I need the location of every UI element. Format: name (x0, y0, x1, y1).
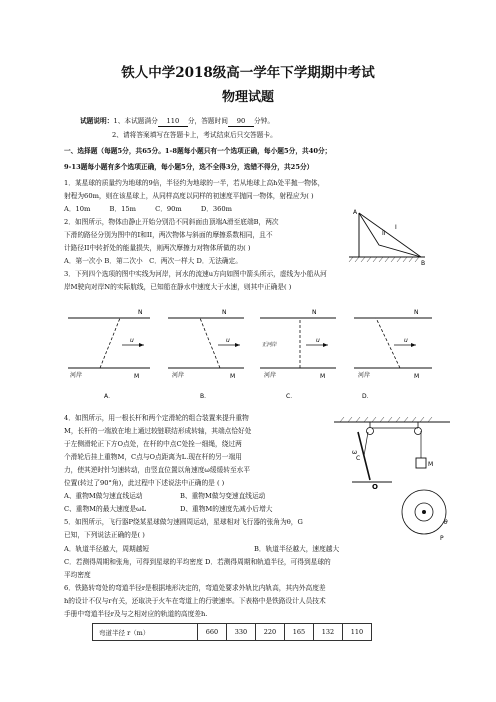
svg-text:O: O (372, 483, 378, 490)
q2-point-a: A (353, 209, 358, 216)
q4-line-5: 力，使其逆时针匀速转动，由竖直位置以角速度ω缓缓转至水平 (64, 466, 251, 474)
instructions-line-2: 2、请将答案填写在答题卡上，考试结束后只交答题卡。 (112, 131, 277, 139)
q3-river-figures (60, 298, 440, 410)
exam-subtitle: 物理试题 (221, 90, 274, 105)
full-score: 110 (158, 117, 188, 127)
instructions-line-1: 试题说明：1、本试题满分 110 分，答题时间 90 分钟。 (80, 117, 275, 125)
q4-line-6: 位置(转过了90°角)，此过程中下述说法中正确的是 ( ) (64, 479, 225, 487)
svg-text:u: u (316, 337, 320, 344)
q2-path-1: I (395, 224, 397, 231)
q5-line-2: 已知，下列说法正确的是( ) (64, 531, 145, 539)
q1-options: A．10m B．15m C．90m D．360m (64, 205, 233, 213)
section-heading-2: 9-13题每小题有多个选项正确，每小题5分，选不全得3分，选错不得分，共25分） (64, 163, 314, 171)
q2-options: A．第一次小 B．第二次小 C．两次一样大 D．无法确定。 (64, 257, 242, 265)
svg-text:u: u (226, 337, 230, 344)
q5-option-a: A．轨道半径越大，周期越短 (64, 545, 150, 553)
q3-figure-c (260, 309, 336, 400)
svg-text:M: M (230, 373, 236, 380)
q5-line-1: 5．如图所示，飞行器P绕某星球做匀速圆周运动，星球相对飞行器的张角为θ，G (64, 518, 303, 526)
q4-pulley-figure (332, 410, 452, 490)
table-cell: 132 (314, 624, 343, 641)
svg-text:A．: A． (104, 393, 115, 400)
q2-line-3: 计路径II中转折处的能量损失，则两次摩擦力对物体所做的功( ) (64, 244, 251, 252)
table-cell: 165 (285, 624, 314, 641)
q4-option-a: A、重物M做匀速直线运动 (64, 492, 143, 500)
svg-text:C．: C． (286, 393, 297, 400)
q1-line-1: 1．某星球的质量约为地球的9倍，半径约为地球的一半，若从地球上高h处平抛一物体， (64, 179, 325, 187)
q3-line-1: 3．下列四个选项的图中实线为河岸，河水的流速u方向如图中箭头所示，虚线为小船从河 (64, 270, 327, 278)
q5-orbit-figure (400, 488, 452, 546)
q1-line-2: 射程为60m，则在该星球上，从同样高度以同样的初速度平抛同一物体，射程应为( ) (64, 192, 314, 200)
q6-line-2: h的设计不仅与r有关，还取决于火车在弯道上的行驶速率。下表格中是铁路设计人员技术 (64, 597, 326, 605)
svg-text:M: M (320, 373, 326, 380)
svg-text:正河岸: 正河岸 (262, 342, 278, 348)
q2-line-2: 下滑的路径分别为图中的I和II，两次物体与斜面的摩擦系数相同，且不 (64, 231, 273, 239)
svg-text:u: u (130, 337, 134, 344)
svg-text:B．: B． (200, 393, 211, 400)
svg-text:M: M (428, 461, 434, 468)
q3-figure-d (354, 309, 432, 400)
q5-line-4: 平均密度 (64, 571, 91, 579)
q2-path-2: II (382, 230, 386, 237)
q4-line-1: 4．如图所示，用一根长杆和两个定滑轮的组合装置来提升重物 (64, 414, 249, 422)
svg-text:河岸: 河岸 (358, 372, 371, 379)
q4-line-4: 个滑轮后挂上重物M，C点与O点距离为L.现在杆的另一端用 (64, 453, 242, 461)
instructions-label: 试题说明： (80, 117, 114, 125)
q4-line-3: 于左侧滑轮正下方O点处，在杆的中点C处拴一细绳，绕过两 (64, 440, 242, 448)
svg-text:河岸: 河岸 (172, 372, 185, 379)
q2-point-b: B (421, 260, 426, 267)
svg-text:P: P (440, 535, 444, 542)
table-row (93, 624, 372, 641)
table-cell: 660 (198, 624, 227, 641)
svg-text:θ: θ (444, 519, 448, 526)
svg-text:C: C (356, 455, 361, 462)
q2-incline-figure (345, 205, 427, 267)
q5-option-b: B．轨道半径越大，速度越大 (254, 545, 340, 553)
svg-text:N: N (222, 309, 227, 316)
svg-text:N: N (312, 309, 317, 316)
svg-text:ω: ω (352, 449, 358, 456)
q4-option-b: B、重物M做匀变速直线运动 (180, 492, 266, 500)
exam-time: 90 (228, 117, 254, 127)
q4-option-c: C、重物M的最大速度是ωL (64, 505, 147, 513)
q6-radius-table (92, 623, 372, 641)
svg-text:D．: D． (362, 393, 373, 400)
q6-line-1: 6．铁路转弯处的弯道半径r是根据地形决定的，弯道处要求外轨比内轨高，其内外高度差 (64, 584, 326, 592)
table-cell: 110 (343, 624, 372, 641)
q3-figure-b (168, 309, 244, 400)
table-header-cell: 弯道半径 r（m） (93, 624, 198, 641)
q3-figure-a (68, 309, 150, 400)
svg-text:M: M (414, 373, 420, 380)
svg-text:M: M (134, 373, 140, 380)
svg-text:河岸: 河岸 (264, 372, 277, 379)
exam-title: 铁人中学2018级高一学年下学期期中考试 (121, 65, 375, 81)
q4-line-2: M，长杆的一端放在地上通过较链联结形成转轴，其端点恰好处 (64, 427, 252, 435)
table-cell: 330 (227, 624, 256, 641)
q4-option-d: D、重物M的速度先减小后增大 (180, 505, 273, 513)
q3-line-2: 岸M驶向对岸N的实际航线，已知船在静水中速度大于水速，则其中正确是( ) (64, 283, 292, 291)
table-cell: 220 (256, 624, 285, 641)
q6-line-3: 手册中弯道半径r及与之相对应的轨道的高度差h. (64, 610, 208, 618)
section-heading-1: 一、选择题（每题5分，共65分。1-8题每小题只有一个选项正确，每小题5分，共40分； (64, 147, 332, 155)
q5-line-3: C．若测得周期和张角，可得到星球的平均密度 D．若测得周期和轨道半径，可得到星球的 (64, 558, 331, 566)
svg-text:N: N (414, 309, 419, 316)
svg-text:河岸: 河岸 (70, 372, 83, 379)
q2-line-1: 2．如图所示，物体由静止开始分别沿不同斜面由顶端A滑至底端B，两次 (64, 218, 279, 226)
svg-text:u: u (404, 337, 408, 344)
svg-text:N: N (138, 309, 143, 316)
